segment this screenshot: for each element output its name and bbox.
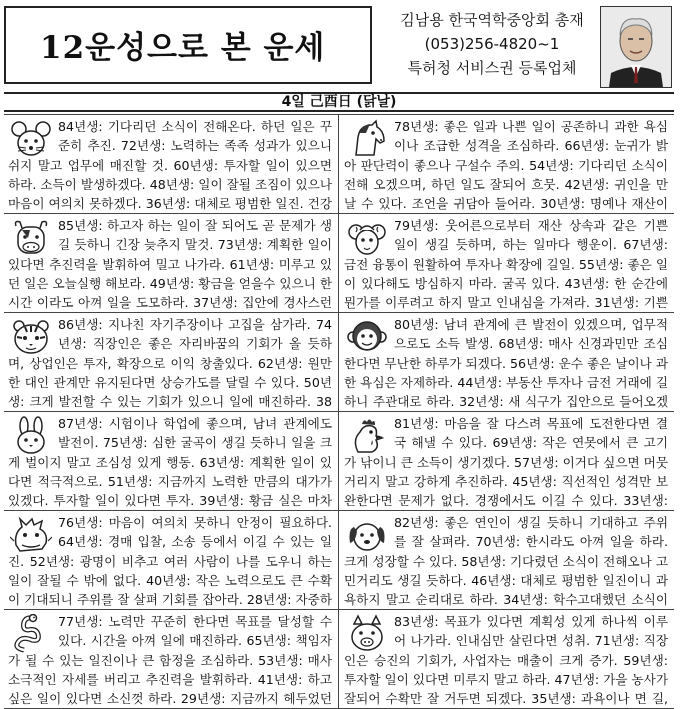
author-portrait-icon: [601, 7, 671, 87]
author-photo: [600, 6, 672, 88]
fortune-text-dragon: 76년생: 마음이 여의치 못하니 안정이 필요하다. 64년생: 경매 입찰, 소송 등에서 이길 수 있는 일진. 52년생: 광명이 비추고 여러 사람이 나를 도우니 하는 일이 잘될 수 밖에 없다. 40년생: 작은 노력으로도 큰 수확이 기대되니 주위를 잘 살펴 기회를 잡아라. 28년생: 자중하: [8, 515, 332, 608]
fortune-cell-pig: [340, 610, 674, 708]
fortune-text-pig: 83년생: 목표가 있다면 계획성 있게 하나씩 이루어 나가라. 인내심만 살린다면 성취. 71년생: 직장인은 승진의 기회가, 사업자는 매출이 크게 증가. 59년생: 투자할 일이 있다면 미루지 말고 하라. 47년생: 가을 농사가 잘되어 수확만 잘 거두면 되겠다. 35년생: 과욕이나 면 길,: [344, 614, 668, 707]
fortune-row: [4, 610, 674, 709]
title-box: [4, 6, 372, 84]
fortune-text-snake: 77년생: 노력만 꾸준히 한다면 목표를 달성할 수 있다. 시간을 아껴 일에 매진하라. 65년생: 책임자가 될 수 있는 일진이나 큰 함정을 조심하라. 53년생: 매사 소극적인 자세를 버리고 추진력을 발휘하라. 41년생: 하고 싶은 일이 있다면 소신껏 하라. 29년생: 지금까지 헤두었던: [8, 614, 332, 707]
fortune-text-rat: 84년생: 기다리던 소식이 전해온다. 하던 일은 꾸준히 추진. 72년생: 노력하는 족족 성과가 있으니 쉬지 말고 업무에 매진할 것. 60년생: 투자할 일이 있으면 하라. 소득이 발생하겠다. 48년생: 일이 잘될 조짐이 있으나 마음이 여의치 못하겠다. 36년생: 대체로 평범한 일진. 건강: [8, 119, 332, 212]
author-phone: (053)256-4820~1: [424, 35, 560, 53]
author-name-org: 김남용 한국역학중앙회 총재: [400, 11, 584, 29]
fortune-text-rabbit: 87년생: 시험이나 학업에 좋으며, 남녀 관계에도 발전이. 75년생: 심한 굴곡이 생길 듯하니 일을 크게 벌이지 말고 조심성 있게 행동. 63년생: 계획한 일이 있다면 적극적으로. 51년생: 지금까지 노력한 만큼의 대가가 있겠다. 투자할 일이 있다면 투자. 39년생: 황금 실은 마차: [8, 416, 332, 509]
fortune-cell-rat: [4, 115, 339, 213]
fortune-cell-rooster: [340, 412, 674, 510]
fortune-grid: [4, 114, 674, 709]
fortune-row: [4, 511, 674, 610]
header: [0, 0, 680, 90]
fortune-text-tiger: 86년생: 지나친 자기주장이나 고집을 삼가라. 74년생: 직장인은 좋은 자리바꿈의 기회가 올 듯하며, 상업인은 투자, 확장으로 이익 창출있다. 62년생: 원만한 대인 관계만 유지된다면 상승가도를 달릴 수 있다. 50년생: 크게 발전할 수 있는 기회가 있으니 일에 매진하라. 38: [8, 317, 332, 410]
fortune-text-monkey: 80년생: 남녀 관계에 큰 발전이 있겠으며, 업무적으로도 소득 발생. 68년생: 매사 신경과민만 조심한다면 무난한 하루가 되겠다. 56년생: 운수 좋은 날이나 과한 욕심은 자제하라. 44년생: 부동산 투자나 금전 거래에 길하니 주관대로 하라. 32년생: 새 식구가 집안으로 들어오겠: [344, 317, 668, 410]
fortune-cell-rabbit: [4, 412, 339, 510]
fortune-cell-tiger: [4, 313, 339, 411]
page-title: 12운성으로 본 운세: [40, 30, 326, 66]
fortune-text-ox: 85년생: 하고자 하는 일이 잘 되어도 곧 문제가 생길 듯하니 긴장 늦추지 말것. 73년생: 계획한 일이 있다면 추진력을 발휘하여 밀고 나가라. 61년생: 미루고 있던 일은 오늘실행 해보라. 49년생: 황금을 얻을수 있으니 한시간 이라도 아껴 일을 도모하라. 37년생: 집안에 경사스런: [8, 218, 332, 311]
fortune-row: [4, 214, 674, 313]
date-header: 4일 己酉日 (닭날): [4, 92, 674, 112]
author-info: [382, 8, 602, 80]
author-license: 특허청 서비스권 등록업체: [407, 59, 577, 77]
fortune-cell-dog: [340, 511, 674, 609]
fortune-row: [4, 313, 674, 412]
fortune-cell-dragon: [4, 511, 339, 609]
fortune-cell-ox: [4, 214, 339, 312]
fortune-row: [4, 412, 674, 511]
fortune-text-dog: 82년생: 좋은 연인이 생길 듯하니 기대하고 주위를 잘 살펴라. 70년생: 한시라도 아껴 일을 하라. 크게 성장할 수 있다. 58년생: 기다렸던 소식이 전해오나 고민거리도 생길 듯하다. 46년생: 대체로 평범한 일진이니 과욕하지 말고 순리대로 하라. 34년생: 학수고대했던 소식이: [344, 515, 668, 608]
fortune-cell-sheep: [340, 214, 674, 312]
fortune-cell-horse: [340, 115, 674, 213]
fortune-cell-snake: [4, 610, 339, 708]
fortune-text-rooster: 81년생: 마음을 잘 다스려 목표에 도전한다면 결국 해낼 수 있다. 69년생: 작은 연못에서 큰 고기가 낚이니 큰 소득이 생기겠다. 57년생: 이거다 싶으면 머뭇거리지 말고 강하게 추진하라. 45년생: 직선적인 성격만 보완한다면 문제가 없다. 경쟁에서도 이길 수 있다. 33년생:: [344, 416, 668, 509]
fortune-text-sheep: 79년생: 웃어른으로부터 재산 상속과 같은 기쁜 일이 생길 듯하며, 하는 일마다 행운이. 67년생: 금전 융통이 원활하여 투자나 확장에 길일. 55년생: 좋은 일이 있다해도 방심하지 마라. 굴곡 있다. 43년생: 한 순간에 뭔가를 이루려고 하지 말고 인내심을 가져라. 31년생: 기쁜: [344, 218, 668, 311]
fortune-text-horse: 78년생: 좋은 일과 나쁜 일이 공존하니 과한 욕심이나 조급한 성격을 조심하라. 66년생: 눈귀가 밝아 판단력이 좋으나 구설수 주의. 54년생: 기다리던 소식이 전해 오겠으며, 하던 일도 잘되어 흐뭇. 42년생: 귀인을 만날 수 있다. 조언을 귀담아 들어라. 30년생: 명예나 재산이: [344, 119, 668, 212]
fortune-row: [4, 114, 674, 214]
fortune-cell-monkey: [340, 313, 674, 411]
